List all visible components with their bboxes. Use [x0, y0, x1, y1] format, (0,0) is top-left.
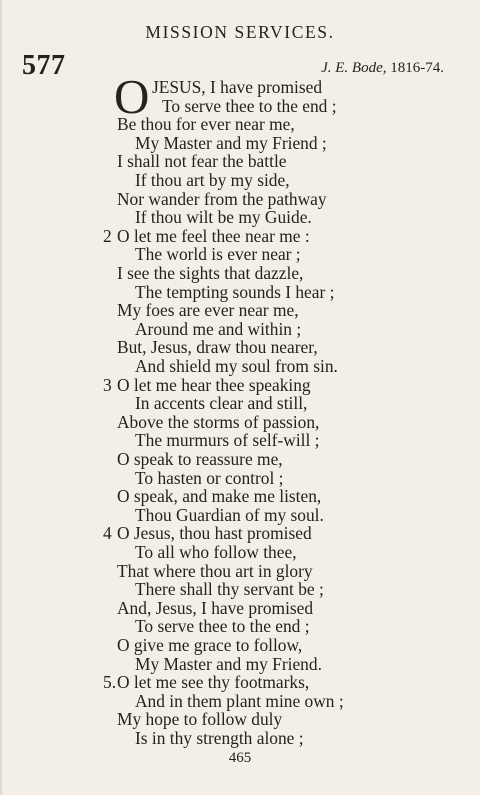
hymn-line: Thou Guardian of my soul. [135, 504, 324, 525]
hymn-line: And in them plant mine own ; [135, 690, 344, 711]
verse-number: 2 [103, 225, 112, 246]
hymn-line: I shall not fear the battle [117, 151, 287, 172]
hymn-line: That where thou art in glory [117, 560, 313, 581]
hymn-line: And shield my soul from sin. [135, 356, 338, 376]
hymn-line: My foes are ever near me, [117, 300, 299, 321]
hymn-line: O speak, and make me listen, [117, 486, 322, 507]
hymn-line: O let me hear thee speaking [117, 374, 311, 395]
hymn-line: There shall thy servant be ; [135, 579, 324, 600]
hymn-line: My hope to follow duly [117, 709, 283, 730]
verse-number: 5. [103, 672, 117, 693]
hymn-line: To serve thee to the end ; [135, 616, 310, 637]
hymn-line: O speak to reassure me, [117, 449, 283, 469]
hymn-line: I see the sights that dazzle, [117, 263, 304, 283]
hymn-line: The world is ever near ; [135, 244, 301, 265]
drop-cap: O [114, 69, 150, 124]
verse-number: 4 [103, 523, 112, 544]
hymn-line: If thou art by my side, [135, 170, 290, 190]
hymn-line: Around me and within ; [135, 318, 302, 339]
hymn-number: 577 [22, 50, 66, 81]
hymn-line: In accents clear and still, [135, 393, 308, 414]
page-edge [0, 0, 3, 795]
author-dates: 1816-74. [390, 60, 444, 76]
hymn-line: To serve thee to the end ; [162, 95, 337, 116]
author-name: J. E. Bode, [321, 60, 387, 76]
page-number: 465 [228, 750, 252, 766]
hymn-line: My Master and my Friend. [135, 653, 322, 674]
page-header: MISSION SERVICES. [145, 22, 335, 42]
hymn-line: And, Jesus, I have promised [117, 597, 314, 618]
hymn-line: The tempting sounds I hear ; [135, 281, 335, 302]
hymn-line: The murmurs of self-will ; [135, 430, 320, 451]
hymn-line: O Jesus, thou hast promised [117, 523, 312, 544]
hymn-line: O let me see thy footmarks, [117, 672, 310, 693]
hymn-line: But, Jesus, draw thou nearer, [117, 337, 318, 358]
hymn-line: If thou wilt be my Guide. [135, 207, 312, 228]
hymn-line: Above the storms of passion, [117, 411, 320, 432]
hymn-line: My Master and my Friend ; [135, 132, 327, 153]
hymn-line: O let me feel thee near me : [117, 225, 310, 246]
verse-number: 3 [103, 374, 112, 395]
hymn-line: To all who follow thee, [135, 542, 297, 562]
hymn-line: Be thou for ever near me, [117, 114, 295, 135]
hymn-attribution [321, 60, 444, 77]
hymn-line: JESUS, I have promised [152, 77, 323, 97]
hymn-line: To hasten or control ; [135, 467, 284, 488]
hymn-line: Is in thy strength alone ; [135, 728, 304, 748]
hymn-line: Nor wander from the pathway [117, 188, 327, 209]
hymn-line: O give me grace to follow, [117, 635, 303, 655]
